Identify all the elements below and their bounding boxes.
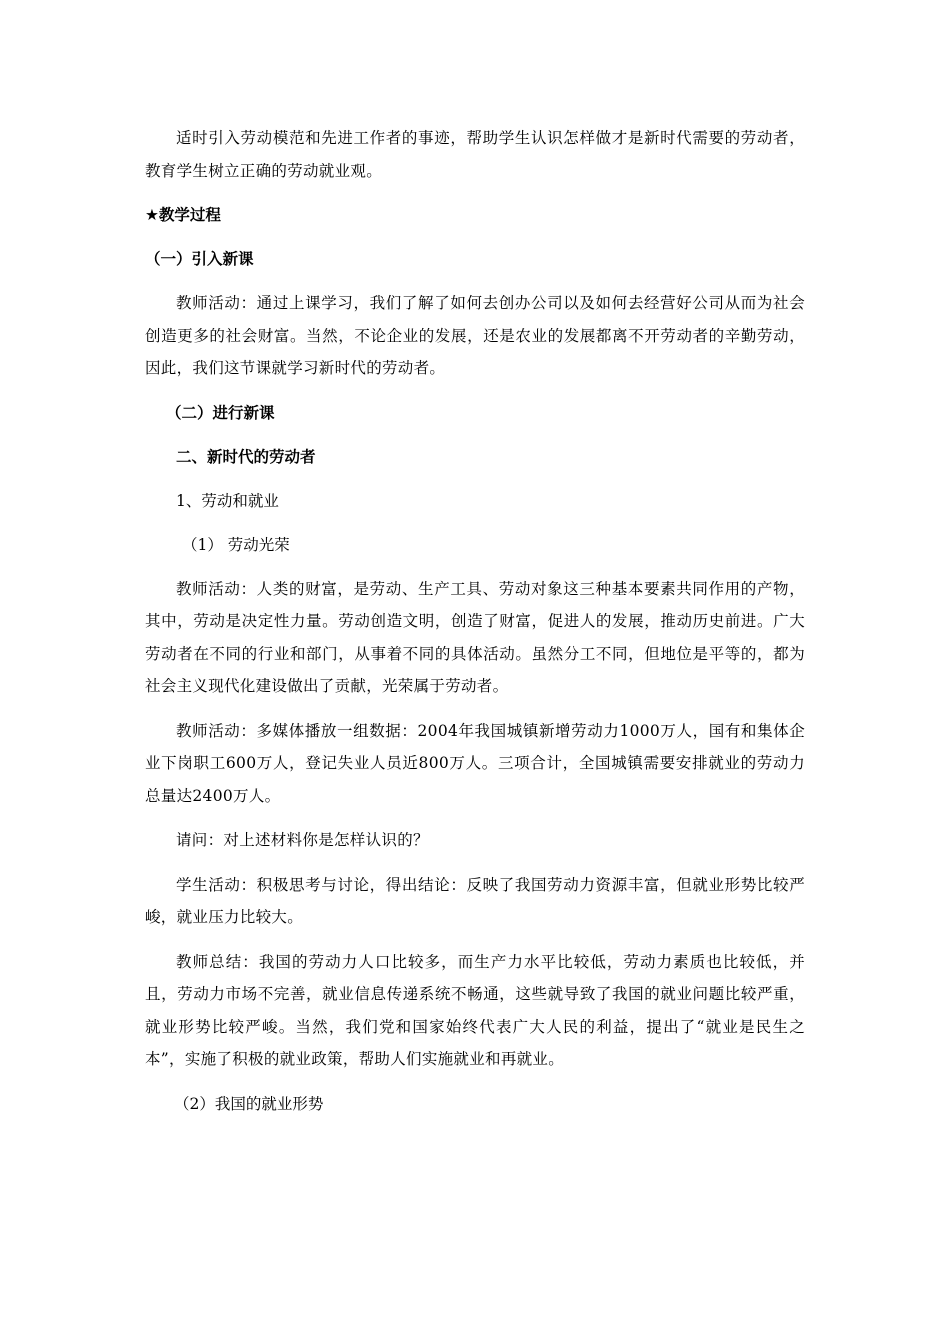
summary-paragraph: 教师总结：我国的劳动力人口比较多，而生产力水平比较低，劳动力素质也比较低，并且，劳动力市场不完善，就业信息传递系统不畅通，这些就导致了我国的就业问题比较严重，就业形势比较严峻。当然，我们党和国家始终代表广大人民的利益，提出了“就业是民生之本”，实施了积极的就业政策，帮助人们实施就业和再就业。 [145,952,805,1068]
lesson-title: 二、新时代的劳动者 [176,447,316,466]
intro-paragraph: 适时引入劳动模范和先进工作者的事迹，帮助学生认识怎样做才是新时代需要的劳动者，教育学生树立正确的劳动就业观。 [145,129,805,180]
part-one-paragraph: 教师活动：通过上课学习，我们了解了如何去创办公司以及如何去经营好公司从而为社会创造更多的社会财富。当然，不论企业的发展，还是农业的发展都离不开劳动者的辛勤劳动，因此，我们这节课就学习新时代的劳动者。 [145,294,805,377]
sub-item-2-title: （2）我国的就业形势 [174,1094,324,1113]
sub-item-1-title: （1） 劳动光荣 [182,535,290,554]
labor-paragraph: 教师活动：人类的财富，是劳动、生产工具、劳动对象这三种基本要素共同作用的产物，其中，劳动是决定性力量。劳动创造文明，创造了财富，促进人的发展，推动历史前进。广大劳动者在不同的行业和部门，从事着不同的具体活动。虽然分工不同，但地位是平等的，都为社会主义现代化建设做出了贡献，光荣属于劳动者。 [145,579,805,695]
student-paragraph: 学生活动：积极思考与讨论，得出结论：反映了我国劳动力资源丰富，但就业形势比较严峻，就业压力比较大。 [145,875,805,926]
section-title: ★教学过程 [145,206,221,224]
part-two-title: （二）进行新课 [166,403,275,422]
question-paragraph: 请问：对上述材料你是怎样认识的？ [176,831,429,849]
document-body [145,122,805,1132]
data-paragraph: 教师活动：多媒体播放一组数据：2004年我国城镇新增劳动力1000万人，国有和集体企业下岗职工600万人，登记失业人员近800万人。三项合计，全国城镇需要安排就业的劳动力总量达2400万人。 [145,721,805,805]
part-one-title: （一）引入新课 [145,250,254,268]
subsection-1-title: 1、劳动和就业 [176,491,279,510]
